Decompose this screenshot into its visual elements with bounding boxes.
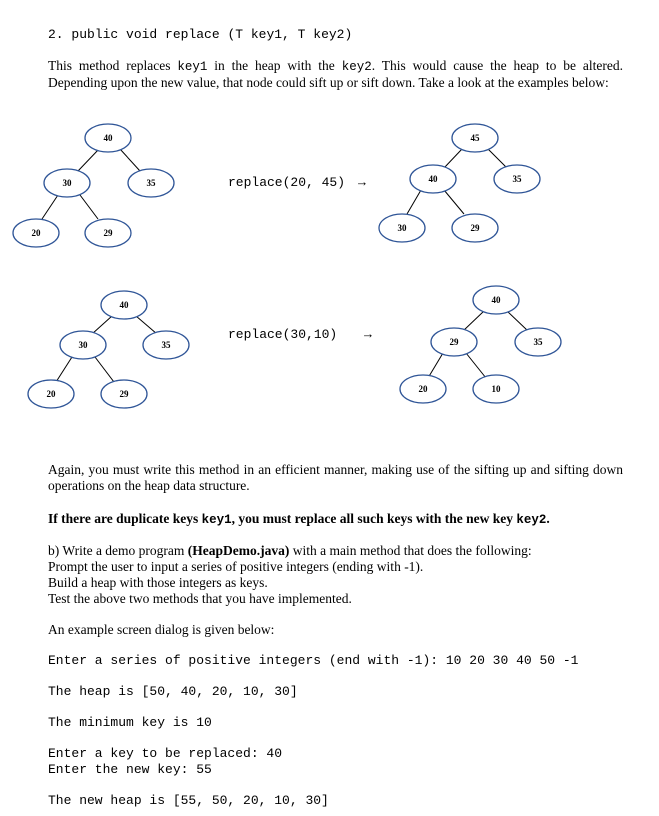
example-intro: An example screen dialog is given below: [48, 622, 275, 637]
node-label: 10 [491, 384, 501, 394]
dialog-line: The minimum key is 10 [48, 715, 212, 730]
edge [78, 149, 99, 171]
part-b-line: b) Write a demo program (HeapDemo.java) with a main method that does the following: [48, 543, 532, 558]
node-label: 29 [449, 337, 459, 347]
node-label: 30 [62, 178, 72, 188]
edge [488, 149, 507, 168]
operation-label: replace(20, 45) [228, 175, 346, 190]
operation-label: replace(30,10) [228, 327, 338, 342]
edge [136, 316, 157, 334]
arrow-icon: → [364, 327, 372, 342]
edge [120, 149, 140, 171]
edge [80, 195, 98, 219]
edge [444, 190, 464, 214]
edge [463, 311, 484, 331]
node-label: 45 [470, 133, 480, 143]
section-number: 2. [48, 27, 64, 42]
edge [42, 195, 58, 219]
node-label: 20 [418, 384, 428, 394]
edge [95, 357, 114, 382]
edge [507, 311, 528, 331]
node-label: 29 [119, 389, 129, 399]
dialog-line: Enter a series of positive integers (end with -1): 10 20 30 40 50 -1 [48, 653, 579, 668]
edge [56, 357, 72, 382]
method-signature: public void replace (T key1, T key2) [71, 27, 353, 42]
part-b-instructions [48, 543, 532, 607]
edge [444, 149, 462, 168]
node-label: 30 [397, 223, 407, 233]
program-name: (HeapDemo.java) [187, 543, 290, 558]
node-label: 29 [103, 228, 113, 238]
inline-code-key1: key1 [201, 513, 232, 527]
node-label: 35 [512, 174, 522, 184]
part-b-line: Test the above two methods that you have implemented. [48, 591, 352, 606]
dialog-line: Enter the new key: 55 [48, 762, 212, 777]
inline-code-key2: key2 [341, 60, 372, 74]
node-label: 40 [119, 300, 129, 310]
inline-code-key2: key2 [516, 513, 547, 527]
node-label: 20 [46, 389, 56, 399]
node-label: 40 [428, 174, 438, 184]
node-label: 35 [146, 178, 156, 188]
edge [407, 190, 421, 214]
arrow-icon: → [358, 175, 366, 190]
node-label: 35 [161, 340, 171, 350]
node-label: 35 [533, 337, 543, 347]
node-label: 20 [31, 228, 41, 238]
dialog-line: Enter a key to be replaced: 40 [48, 746, 283, 761]
duplicate-keys-note: If there are duplicate keys key1, you must replace all such keys with the new key key2. [48, 511, 550, 527]
node-label: 29 [470, 223, 480, 233]
intro-paragraph: This method replaces key1 in the heap with the key2. This would cause the heap to be altered. Depending upon the new value, that node could sift up or sift down. Take a look at the examples below: [48, 58, 623, 90]
node-label: 40 [491, 295, 501, 305]
edge [428, 353, 443, 378]
dialog-line: The new heap is [55, 50, 20, 10, 30] [48, 793, 329, 808]
node-label: 30 [78, 340, 88, 350]
part-b-line: Build a heap with those integers as keys. [48, 575, 268, 590]
node-label: 40 [103, 133, 113, 143]
inline-code-key1: key1 [177, 60, 208, 74]
edge [466, 353, 486, 378]
part-b-line: Prompt the user to input a series of positive integers (ending with -1). [48, 559, 424, 574]
efficiency-paragraph: Again, you must write this method in an efficient manner, making use of the sifting up and sifting down operations on the heap data structure. [48, 462, 623, 493]
edge [92, 316, 112, 334]
dialog-line: The heap is [50, 40, 20, 10, 30] [48, 684, 298, 699]
